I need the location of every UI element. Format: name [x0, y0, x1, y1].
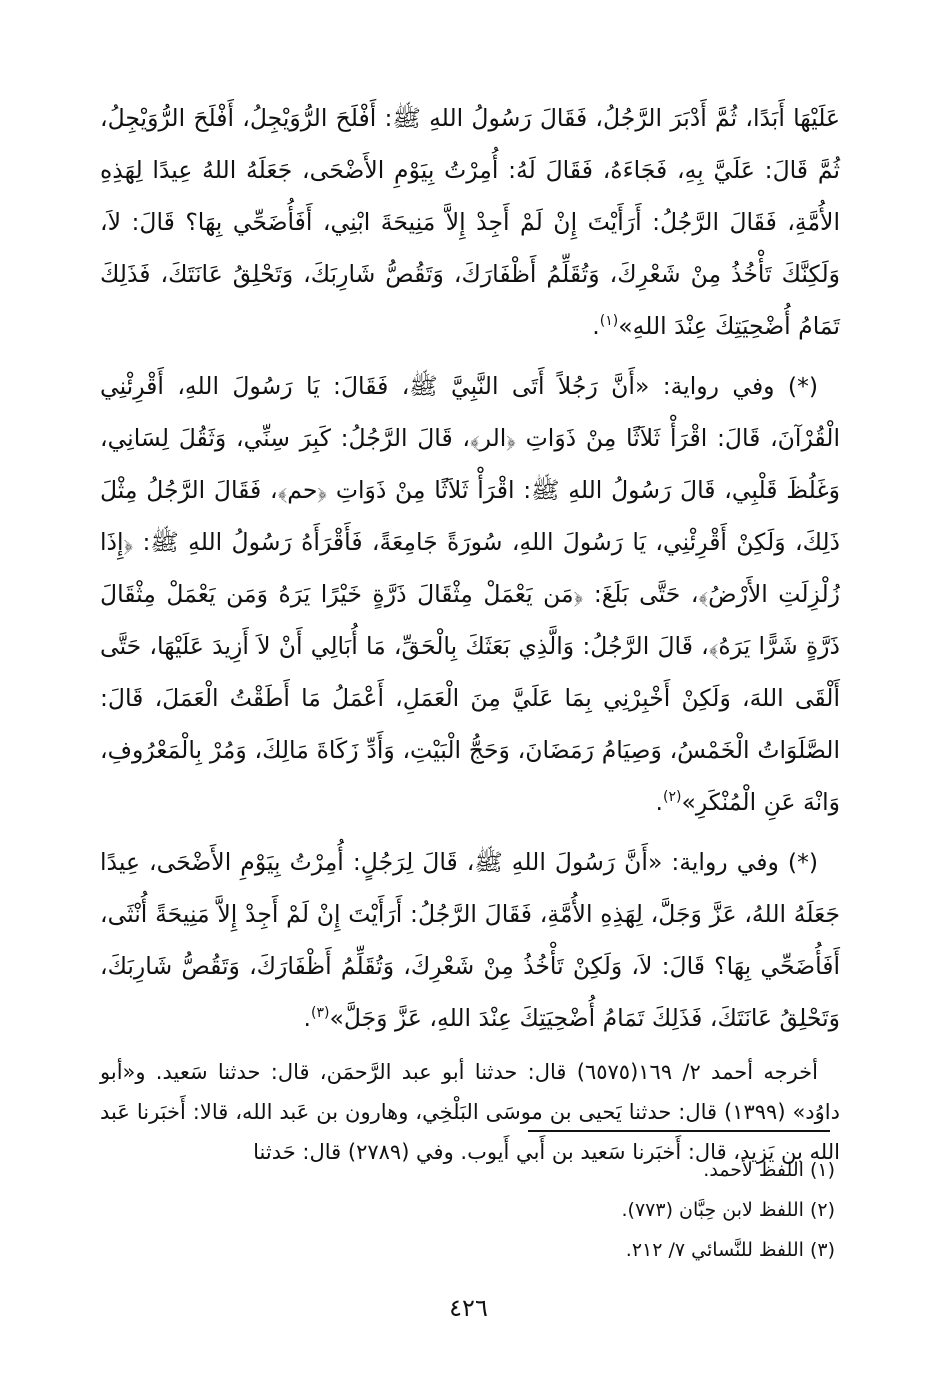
footnote-1: (١) اللفظ لأحمد.: [703, 1159, 835, 1181]
footnote-2: (٢) اللفظ لابن حِبَّان (٧٧٣).: [621, 1199, 835, 1221]
footnote-ref-2: (٢): [662, 789, 682, 806]
footnote-3: (٣) اللفظ للنَّسائي ٧/ ٢١٢.: [625, 1239, 835, 1261]
footnotes: [440, 1150, 835, 1270]
footnote-divider: [528, 1130, 830, 1132]
paragraph-1-text: عَلَيْهَا أَبَدًا، ثُمَّ أَدْبَرَ الرَّجُلُ، فَقَالَ رَسُولُ اللهِ ﷺ: أَفْلَحَ الرُّوَيْجِلُ، أَفْلَحَ الرُّوَيْجِلُ، ثُمَّ قَالَ: عَلَيَّ بِهِ، فَجَاءَهُ، فَقَالَ لَهُ: أُمِرْتُ بِيَوْمِ الأَضْحَى، جَعَلَهُ اللهُ عِيدًا لِهَذِهِ الأُمَّةِ، فَقَالَ الرَّجُلُ: أَرَأَيْتَ إِنْ لَمْ أَجِدْ إِلاَّ مَنِيحَةَ ابْنِي، أَفَأُضَحِّي بِهَا؟ قَالَ: لاَ، وَلَكِنَّكَ تَأْخُذُ مِنْ شَعْرِكَ، وَتُقَلِّمُ أَظْفَارَكَ، وَتَقُصُّ شَارِبَكَ، وَتَحْلِقُ عَانَتَكَ، فَذَلِكَ تَمَامُ أُضْحِيَتِكَ عِنْدَ اللهِ»: [100, 104, 840, 340]
footnote-ref-3: (٣): [310, 1005, 330, 1022]
footnote-ref-1: (١): [599, 313, 619, 330]
hadith-paragraph-2: (*) وفي رواية: «أَنَّ رَجُلاً أَتَى النَّبِيَّ ﷺ، فَقَالَ: يَا رَسُولَ اللهِ، أَقْرِئْنِي الْقُرْآنَ، قَالَ: اقْرَأْ ثَلاَثًا مِنْ ذَوَاتِ ﴿الر﴾، قَالَ الرَّجُلُ: كَبِرَ سِنِّي، وَثَقُلَ لِسَانِي، وَغَلُظَ قَلْبِي، قَالَ رَسُولُ اللهِ ﷺ: اقْرَأْ ثَلاَثًا مِنْ ذَوَاتِ ﴿حم﴾، فَقَالَ الرَّجُلُ مِثْلَ ذَلِكَ، وَلَكِنْ أَقْرِئْنِي، يَا رَسُولَ اللهِ، سُورَةً جَامِعَةً، فَأَقْرَأَهُ رَسُولُ اللهِ ﷺ: ﴿إِذَا زُلْزِلَتِ الأَرْضُ﴾، حَتَّى بَلَغَ: ﴿مَن يَعْمَلْ مِثْقَالَ ذَرَّةٍ خَيْرًا يَرَهُ وَمَن يَعْمَلْ مِثْقَالَ ذَرَّةٍ شَرًّا يَرَهُ﴾، قَالَ الرَّجُلُ: وَالَّذِي بَعَثَكَ بِالْحَقِّ، مَا أُبَالِي أَنْ لاَ أَزِيدَ عَلَيْهَا، حَتَّى أَلْقَى اللهَ، وَلَكِنْ أَخْبِرْنِي بِمَا عَلَيَّ مِنَ الْعَمَلِ، أَعْمَلُ مَا أَطَقْتُ الْعَمَلَ، قَالَ: الصَّلَوَاتُ الْخَمْسُ، وَصِيَامُ رَمَضَانَ، وَحَجُّ الْبَيْتِ، وَأَدِّ زَكَاةَ مَالِكَ، وَمُرْ بِالْمَعْرُوفِ، وَانْهَ عَنِ الْمُنْكَرِ»$^{(٢)}$.: [100, 372, 840, 816]
hadith-paragraph-3: (*) وفي رواية: «أَنَّ رَسُولَ اللهِ ﷺ، قَالَ لِرَجُلٍ: أُمِرْتُ بِيَوْمِ الأَضْحَى، عِيدًا جَعَلَهُ اللهُ، عَزَّ وَجَلَّ، لِهَذِهِ الأُمَّةِ، فَقَالَ الرَّجُلُ: أَرَأَيْتَ إِنْ لَمْ أَجِدْ إِلاَّ مَنِيحَةً أُنْثَى، أَفَأُضَحِّي بِهَا؟ قَالَ: لاَ، وَلَكِنْ تَأْخُذُ مِنْ شَعْرِكَ، وَتُقَلِّمُ أَظْفَارَكَ، وَتَقُصُّ شَارِبَكَ، وَتَحْلِقُ عَانَتَكَ، فَذَلِكَ تَمَامُ أُضْحِيَتِكَ عِنْدَ اللهِ، عَزَّ وَجَلَّ»$^{(٣)}$.: [100, 848, 840, 1032]
hadith-paragraph-1: عَلَيْهَا أَبَدًا، ثُمَّ أَدْبَرَ الرَّجُلُ، فَقَالَ رَسُولُ اللهِ ﷺ: أَفْلَحَ الرُّوَيْجِلُ، أَفْلَحَ الرُّوَيْجِلُ، ثُمَّ قَالَ: عَلَيَّ بِهِ، فَجَاءَهُ، فَقَالَ لَهُ: أُمِرْتُ بِيَوْمِ الأَضْحَى، جَعَلَهُ اللهُ عِيدًا لِهَذِهِ الأُمَّةِ، فَقَالَ الرَّجُلُ: أَرَأَيْتَ إِنْ لَمْ أَجِدْ إِلاَّ مَنِيحَةَ ابْنِي، أَفَأُضَحِّي بِهَا؟ قَالَ: لاَ، وَلَكِنَّكَ تَأْخُذُ مِنْ شَعْرِكَ، وَتُقَلِّمُ أَظْفَارَكَ، وَتَقُصُّ شَارِبَكَ، وَتَحْلِقُ عَانَتَكَ، فَذَلِكَ تَمَامُ أُضْحِيَتِكَ عِنْدَ اللهِ»$^{(١)}$.: [100, 104, 840, 340]
page-number: ٤٢٦: [449, 1294, 488, 1322]
paragraph-2-text: (*) وفي رواية: «أَنَّ رَجُلاً أَتَى النَّبِيَّ ﷺ، فَقَالَ: يَا رَسُولَ اللهِ، أَقْرِئْنِي الْقُرْآنَ، قَالَ: اقْرَأْ ثَلاَثًا مِنْ ذَوَاتِ ﴿الر﴾، قَالَ الرَّجُلُ: كَبِرَ سِنِّي، وَثَقُلَ لِسَانِي، وَغَلُظَ قَلْبِي، قَالَ رَسُولُ اللهِ ﷺ: اقْرَأْ ثَلاَثًا مِنْ ذَوَاتِ ﴿حم﴾، فَقَالَ الرَّجُلُ مِثْلَ ذَلِكَ، وَلَكِنْ أَقْرِئْنِي، يَا رَسُولَ اللهِ، سُورَةً جَامِعَةً، فَأَقْرَأَهُ رَسُولُ اللهِ ﷺ: ﴿إِذَا زُلْزِلَتِ الأَرْضُ﴾، حَتَّى بَلَغَ: ﴿مَن يَعْمَلْ مِثْقَالَ ذَرَّةٍ خَيْرًا يَرَهُ وَمَن يَعْمَلْ مِثْقَالَ ذَرَّةٍ شَرًّا يَرَهُ﴾، قَالَ الرَّجُلُ: وَالَّذِي بَعَثَكَ بِالْحَقِّ، مَا أُبَالِي أَنْ لاَ أَزِيدَ عَلَيْهَا، حَتَّى أَلْقَى اللهَ، وَلَكِنْ أَخْبِرْنِي بِمَا عَلَيَّ مِنَ الْعَمَلِ، أَعْمَلُ مَا أَطَقْتُ الْعَمَلَ، قَالَ: الصَّلَوَاتُ الْخَمْسُ، وَصِيَامُ رَمَضَانَ، وَحَجُّ الْبَيْتِ، وَأَدِّ زَكَاةَ مَالِكَ، وَمُرْ بِالْمَعْرُوفِ، وَانْهَ عَنِ الْمُنْكَرِ»: [100, 372, 840, 816]
paragraph-3-text: (*) وفي رواية: «أَنَّ رَسُولَ اللهِ ﷺ، قَالَ لِرَجُلٍ: أُمِرْتُ بِيَوْمِ الأَضْحَى، عِيدًا جَعَلَهُ اللهُ، عَزَّ وَجَلَّ، لِهَذِهِ الأُمَّةِ، فَقَالَ الرَّجُلُ: أَرَأَيْتَ إِنْ لَمْ أَجِدْ إِلاَّ مَنِيحَةً أُنْثَى، أَفَأُضَحِّي بِهَا؟ قَالَ: لاَ، وَلَكِنْ تَأْخُذُ مِنْ شَعْرِكَ، وَتُقَلِّمُ أَظْفَارَكَ، وَتَقُصُّ شَارِبَكَ، وَتَحْلِقُ عَانَتَكَ، فَذَلِكَ تَمَامُ أُضْحِيَتِكَ عِنْدَ اللهِ، عَزَّ وَجَلَّ»: [100, 848, 840, 1032]
takhrij-paragraph: أخرجه أحمد ٢/ ١٦٩(٦٥٧٥) قال: حدثنا أبو عبد الرَّحمَن، قال: حدثنا سَعيد. و«أبو داوُد» (١٣٩٩) قال: حدثنا يَحيى بن موسَى البَلْخِي، وهارون بن عَبد الله، قالا: أَخبَرنا عَبد الله بن يَزيد، قال: أَخبَرنا سَعيد بن أَبي أَيوب. وفي (٢٧٨٩) قال: حَدثنا: [100, 1060, 840, 1164]
page-body: [100, 92, 840, 1172]
